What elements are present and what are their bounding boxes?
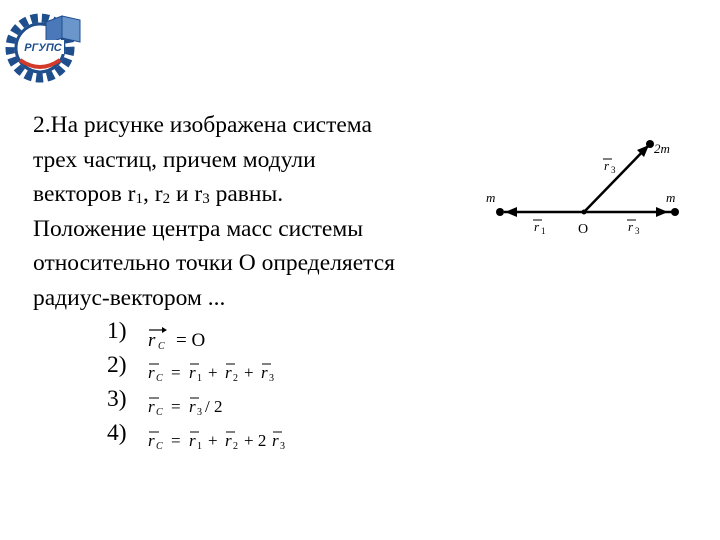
formula-equals: = <box>171 363 181 382</box>
particle-top <box>646 140 654 148</box>
formula-operator: + 2 <box>244 431 267 450</box>
formula-operator: + <box>244 363 254 382</box>
question-line: радиус-вектором ... <box>33 284 226 311</box>
label-vector-r1-sub: 1 <box>541 226 546 236</box>
formula-symbol: r <box>189 397 196 416</box>
formula-subscript: 3 <box>197 407 202 418</box>
formula-subscript: C <box>158 341 165 352</box>
formula-symbol: r <box>225 363 232 382</box>
option-1-formula <box>146 322 346 352</box>
formula-equals: = <box>171 397 181 416</box>
origin-point <box>582 210 587 215</box>
formula-operator: / 2 <box>205 397 223 416</box>
option-2-formula <box>146 356 346 386</box>
particle-system-diagram <box>478 130 690 248</box>
formula-subscript: C <box>156 373 163 384</box>
text-span: равны. <box>209 181 284 207</box>
label-mass-top: 2m <box>654 141 670 156</box>
university-logo <box>2 4 90 86</box>
subscript: 3 <box>202 191 210 207</box>
formula-subscript: 1 <box>197 441 202 452</box>
label-vector-r3-right-sub: 3 <box>635 226 640 236</box>
subscript: 1 <box>135 191 144 207</box>
question-line: трех частиц, причем модули <box>33 146 316 173</box>
label-vector-r3-top-sub: 3 <box>611 165 616 175</box>
option-1-number: 1) <box>107 318 127 344</box>
label-origin: O <box>578 222 589 237</box>
formula-symbol: r <box>272 431 279 450</box>
formula-symbol: r <box>261 363 268 382</box>
option-3-number: 3) <box>107 386 127 412</box>
question-line: 2.На рисунке изображена система <box>33 112 372 138</box>
particle-left <box>496 208 504 216</box>
question-line <box>33 177 473 212</box>
text-span: и r <box>170 181 203 207</box>
label-vector-r3-top: r <box>604 158 610 173</box>
formula-subscript: 3 <box>269 373 274 384</box>
formula-operator: + <box>208 431 218 450</box>
formula-symbol: r <box>225 431 232 450</box>
option-4-number: 4) <box>107 420 127 446</box>
formula-operator: + <box>208 363 218 382</box>
particle-right <box>671 208 679 216</box>
question-text <box>33 108 473 315</box>
formula-symbol: r <box>189 363 196 382</box>
option-3-formula <box>146 390 346 420</box>
formula-subscript: C <box>156 407 163 418</box>
formula-symbol: r <box>148 397 155 416</box>
formula-subscript: 1 <box>197 373 202 384</box>
question-line: Положение центра масс системы <box>33 215 363 242</box>
subscript: 2 <box>162 191 171 207</box>
formula-subscript: C <box>156 441 163 452</box>
vector-arrow-icon <box>162 327 167 333</box>
text-span: векторов r <box>33 181 136 207</box>
formula-equals: = O <box>176 330 206 351</box>
logo-text: РГУПС <box>24 42 62 54</box>
question-line: относительно точки О определяется <box>33 250 395 276</box>
formula-symbol: r <box>148 330 156 351</box>
formula-equals: = <box>171 431 181 450</box>
text-span: , r <box>143 181 163 207</box>
label-vector-r1: r <box>534 219 540 234</box>
label-mass-left: m <box>486 190 496 205</box>
label-vector-r3-right: r <box>628 219 634 234</box>
formula-subscript: 2 <box>233 441 238 452</box>
option-2-number: 2) <box>107 352 127 378</box>
formula-subscript: 3 <box>280 441 285 452</box>
formula-symbol: r <box>148 363 155 382</box>
option-4-formula <box>146 424 346 454</box>
formula-symbol: r <box>189 431 196 450</box>
formula-subscript: 2 <box>233 373 238 384</box>
formula-symbol: r <box>148 431 155 450</box>
label-mass-right: m <box>666 190 676 205</box>
